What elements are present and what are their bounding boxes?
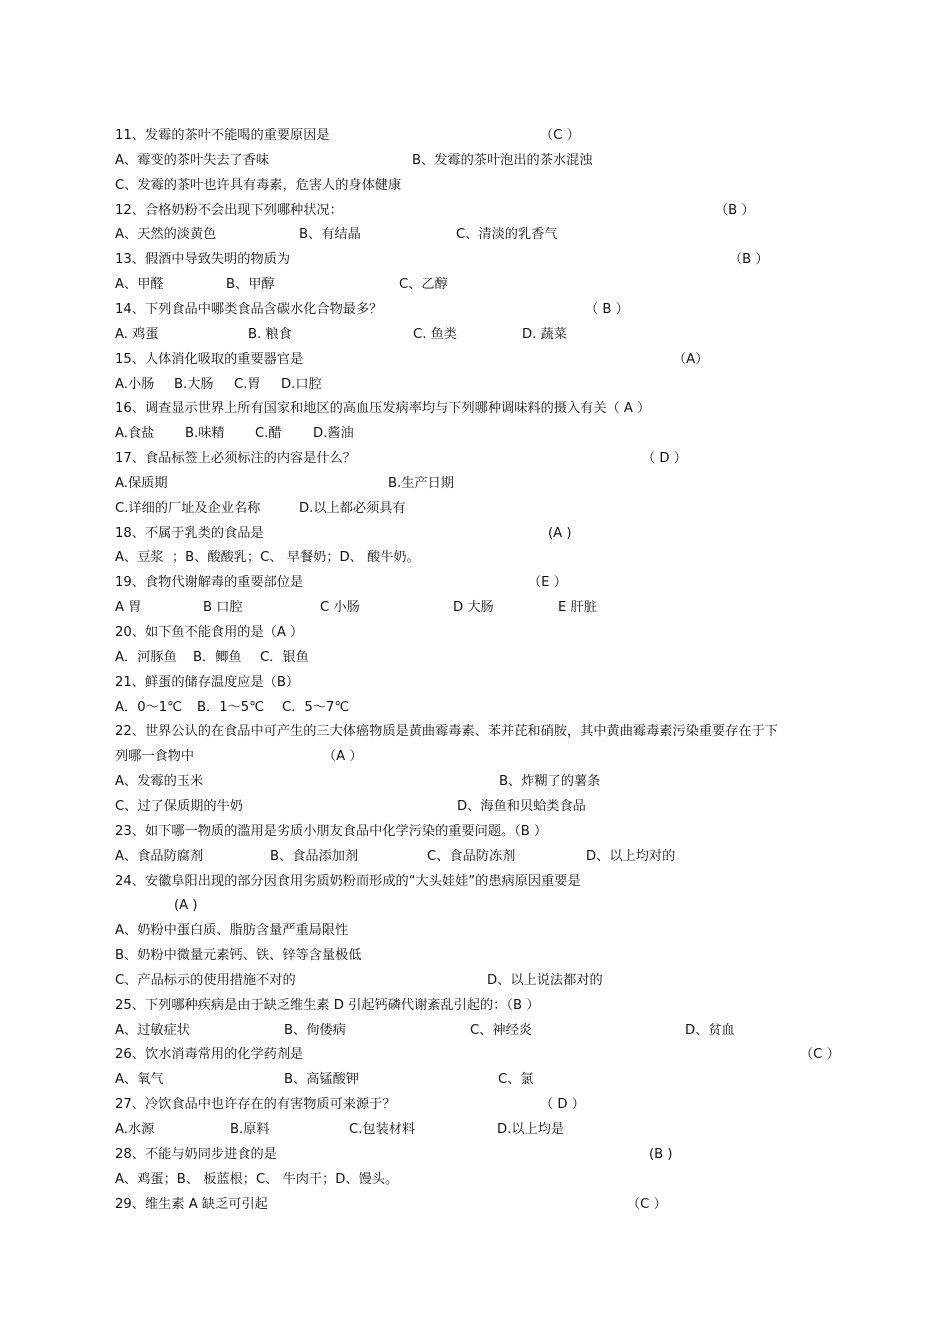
line-segment: （C ） bbox=[800, 1047, 840, 1063]
line-text: A、发霉的玉米 bbox=[115, 774, 204, 790]
line-segment: （ B ） bbox=[585, 301, 629, 317]
line-text: 13、假酒中导致失明的物质为 bbox=[115, 252, 291, 268]
line-text: 14、下列食品中哪类食品含碳水化合物最多？ bbox=[115, 301, 383, 317]
line-text: A．河豚鱼 bbox=[115, 649, 177, 665]
line-text: A、天然的淡黄色 bbox=[115, 227, 217, 243]
line-segment: （B ） bbox=[729, 252, 769, 268]
line-segment: C.醋 bbox=[255, 426, 282, 442]
line-segment: C．银鱼 bbox=[260, 649, 309, 665]
line-segment: B.味精 bbox=[185, 426, 225, 442]
line-text: B、奶粉中微量元素钙、铁、锌等含量极低 bbox=[115, 948, 362, 964]
line-text: 15、人体消化吸取的重要器官是 bbox=[115, 351, 304, 367]
line-text: A.水源 bbox=[115, 1122, 155, 1137]
line-text: 16、调查显示世界上所有国家和地区的高血压发病率均与下列哪种调味料的摄入有关（ A ） bbox=[115, 401, 651, 417]
line-text: 28、不能与奶同步进食的是 bbox=[115, 1146, 277, 1162]
line-segment: (A ) bbox=[548, 525, 572, 541]
line-segment: (B ) bbox=[649, 1146, 673, 1162]
line-text: 22、世界公认的在食品中可产生的三大体癌物质是黄曲霉毒素、苯并芘和硝胺，其中黄曲霉毒素污染重要存在于下 bbox=[115, 724, 778, 740]
line-segment: D、以上均对的 bbox=[586, 848, 676, 864]
line-text: 23、如下哪一物质的滥用是劣质小朋友食品中化学污染的重要问题。（B ） bbox=[115, 823, 548, 839]
line-segment: C. 鱼类 bbox=[413, 326, 457, 342]
line-text: A、氧气 bbox=[115, 1072, 164, 1088]
line-text: A、过敏症状 bbox=[115, 1022, 190, 1038]
line-segment: B.大肠 bbox=[174, 376, 214, 392]
line-text: 18、不属于乳类的食品是 bbox=[115, 525, 264, 541]
line-text: (A ) bbox=[174, 898, 198, 914]
line-text: A．0～1℃ bbox=[115, 699, 182, 715]
line-segment: C、氯 bbox=[498, 1072, 534, 1088]
line-text: A、鸡蛋；B、 板蓝根；C、 牛肉干；D、馒头。 bbox=[115, 1171, 399, 1187]
line-text: A.保质期 bbox=[115, 475, 168, 491]
line-text: 19、食物代谢解毒的重要部位是 bbox=[115, 575, 304, 591]
line-segment: ；B、酸酸乳；C、 早餐奶；D、 酸牛奶。 bbox=[172, 550, 420, 566]
line-segment: （E ） bbox=[528, 575, 567, 591]
line-text: A. 鸡蛋 bbox=[115, 326, 159, 342]
line-segment: B．1～5℃ bbox=[197, 699, 265, 715]
line-segment: B．鲫鱼 bbox=[193, 649, 242, 665]
line-segment: B、甲醇 bbox=[226, 277, 275, 293]
line-segment: C．5～7℃ bbox=[282, 699, 350, 715]
line-segment: D. 蔬菜 bbox=[522, 326, 567, 342]
line-segment: B.原料 bbox=[230, 1122, 270, 1137]
line-segment: D、以上说法都对的 bbox=[487, 972, 603, 988]
line-segment: B、炸糊了的薯条 bbox=[499, 774, 601, 790]
line-segment: D.口腔 bbox=[281, 376, 322, 392]
line-segment: D 大肠 bbox=[453, 600, 494, 616]
line-text: 24、安徽阜阳出现的部分因食用劣质奶粉而形成的“大头娃娃”的患病原因重要是 bbox=[115, 873, 581, 889]
line-segment: D.酱油 bbox=[313, 426, 354, 442]
line-text: 列哪一食物中 bbox=[115, 749, 195, 765]
line-segment: B 口腔 bbox=[203, 600, 243, 616]
line-text: A、食品防腐剂 bbox=[115, 848, 204, 864]
line-text: 29、维生素 A 缺乏可引起 bbox=[115, 1196, 268, 1212]
line-text: C、产品标示的使用措施不对的 bbox=[115, 972, 296, 988]
line-segment: C、乙醇 bbox=[399, 277, 448, 293]
line-segment: C、清淡的乳香气 bbox=[456, 227, 558, 243]
line-segment: C、神经炎 bbox=[470, 1022, 532, 1038]
line-segment: B、高锰酸钾 bbox=[284, 1072, 359, 1088]
line-segment: D、贫血 bbox=[685, 1022, 735, 1038]
line-text: A、霉变的茶叶失去了香味 bbox=[115, 152, 270, 168]
line-segment: D、海鱼和贝蛤类食品 bbox=[457, 798, 586, 814]
line-segment: C.胃 bbox=[234, 376, 261, 392]
line-segment: （C ） bbox=[627, 1196, 667, 1212]
line-text: A 胃 bbox=[115, 600, 142, 616]
line-segment: （ D ） bbox=[642, 451, 687, 467]
line-segment: D.以上都必须具有 bbox=[299, 500, 406, 516]
line-segment: B.生产日期 bbox=[388, 475, 454, 491]
line-segment: （ D ） bbox=[540, 1097, 585, 1113]
line-text: 27、冷饮食品中也许存在的有害物质可来源于？ bbox=[115, 1097, 396, 1113]
line-text: A、豆浆 bbox=[115, 550, 164, 566]
line-segment: B、发霉的茶叶泡出的茶水混浊 bbox=[412, 152, 593, 168]
line-text: A、奶粉中蛋白质、脂肪含量严重局限性 bbox=[115, 923, 349, 939]
line-segment: （B ） bbox=[715, 202, 755, 218]
line-segment: （A） bbox=[673, 351, 709, 367]
line-text: 11、发霉的茶叶不能喝的重要原因是 bbox=[115, 128, 330, 143]
line-segment: C、食品防冻剂 bbox=[427, 848, 516, 864]
line-segment: （C ） bbox=[540, 128, 580, 143]
line-text: A.食盐 bbox=[115, 426, 155, 442]
line-text: C.详细的厂址及企业名称 bbox=[115, 500, 261, 516]
line-segment: B、食品添加剂 bbox=[270, 848, 359, 864]
line-segment: （A ） bbox=[323, 749, 363, 765]
line-segment: B、有结晶 bbox=[299, 227, 361, 243]
line-segment: B、佝偻病 bbox=[284, 1022, 346, 1038]
line-text: 17、食品标签上必须标注的内容是什么？ bbox=[115, 451, 356, 467]
line-segment: D.以上均是 bbox=[497, 1122, 565, 1137]
line-text: 12、合格奶粉不会出现下列哪种状况： bbox=[115, 202, 343, 218]
line-segment: E 肝脏 bbox=[558, 600, 597, 616]
line-segment: C 小肠 bbox=[320, 600, 360, 616]
line-segment: B. 粮食 bbox=[248, 326, 292, 342]
line-text: A.小肠 bbox=[115, 376, 155, 392]
line-text: C、发霉的茶叶也许具有毒素，危害人的身体健康 bbox=[115, 177, 402, 193]
line-text: 26、饮水消毒常用的化学药剂是 bbox=[115, 1047, 304, 1063]
line-text: 20、如下鱼不能食用的是（A ） bbox=[115, 625, 304, 640]
line-text: 25、下列哪种疾病是由于缺乏维生素 D 引起钙磷代谢紊乱引起的：（B ） bbox=[115, 997, 540, 1013]
line-text: 21、鲜蛋的储存温度应是（B） bbox=[115, 674, 300, 690]
line-text: C、过了保质期的牛奶 bbox=[115, 798, 243, 814]
line-segment: C.包装材料 bbox=[349, 1122, 416, 1137]
line-text: A、甲醛 bbox=[115, 277, 164, 293]
